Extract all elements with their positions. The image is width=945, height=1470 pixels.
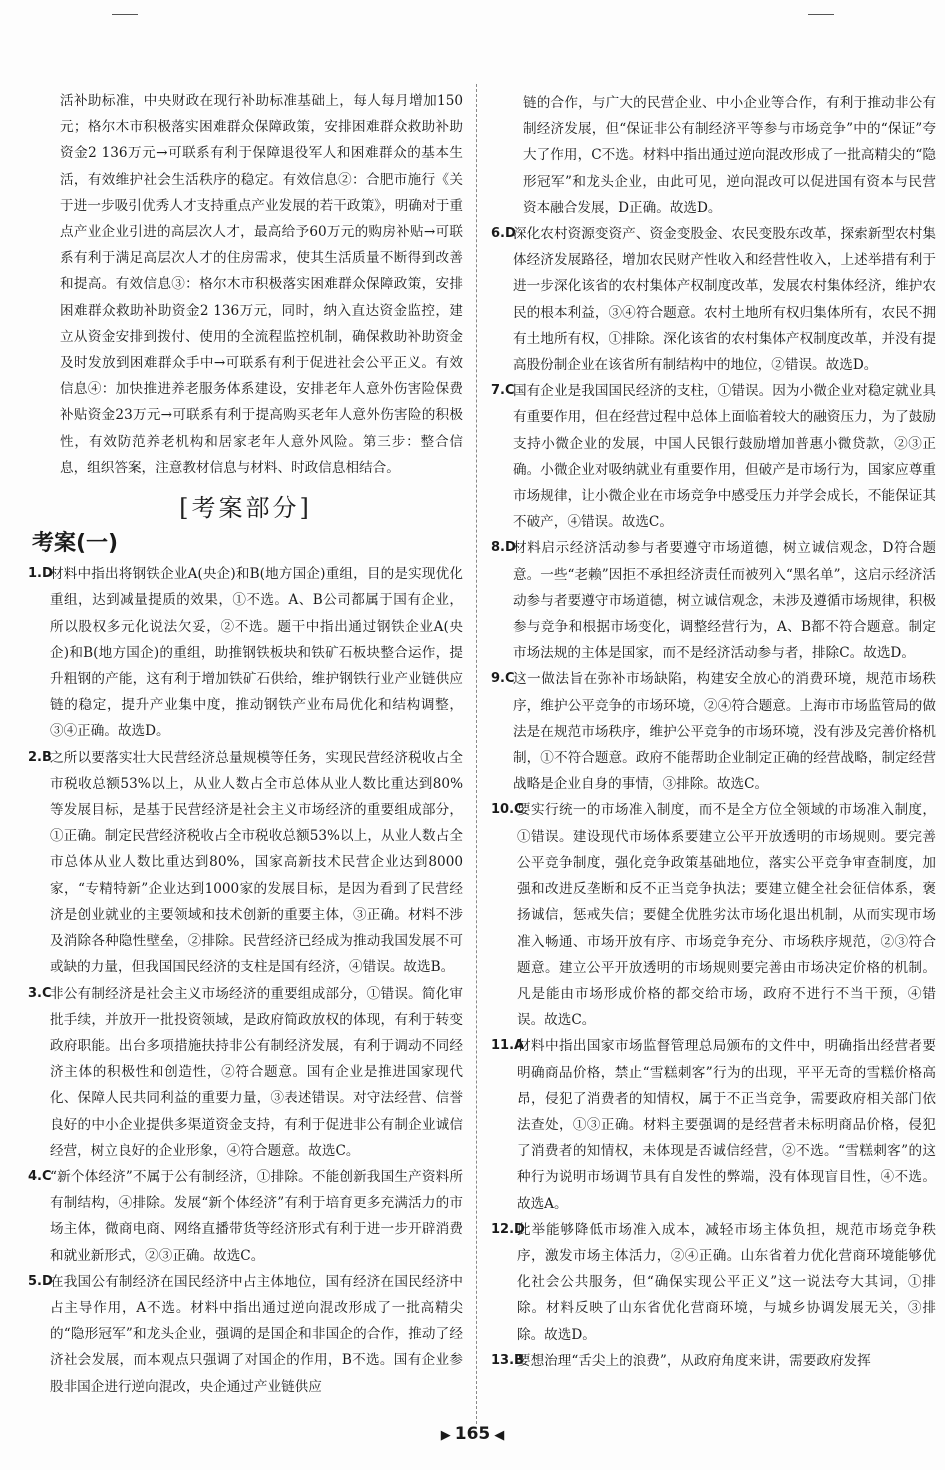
answer-text: 此举能够降低市场准入成本，减轻市场主体负担，规范市场竞争秩序，激发市场主体活力，②④正确。山东省着力优化营商环境能够优化社会公共服务，但“确保实现公平正义”这一说法夸大其词，①排除。材料反映了山东省优化营商环境，与城乡协调发展无关，③排除。故选D。	[517, 1221, 936, 1343]
answer-text: 材料中指出国家市场监督管理总局颁布的文件中，明确指出经营者要明确商品价格，禁止“雪糕刺客”行为的出现，平平无奇的雪糕价格高昂，侵犯了消费者的知情权，属于不正当竞争，需要政府相关部门依法查处，①③正确。材料主要强调的是经营者未标明商品价格，侵犯了消费者的知情权，未体现是否诚信经营，②不选。“雪糕刺客”的这种行为说明市场调节具有自发性的弊端，没有体现盲目性，④不选。故选A。	[517, 1038, 936, 1212]
answer-item-8	[491, 535, 936, 666]
answer-text: 材料启示经济活动参与者要遵守市场道德，树立诚信观念，D符合题意。一些“老赖”因拒不承担经济责任而被列入“黑名单”，这启示经济活动参与者要遵守市场道德，树立诚信观念，未涉及遵循市场规律，积极参与竞争和根据市场变化，调整经营行为，A、B都不符合题意。制定市场法规的主体是国家，而不是经济活动参与者，排除C。故选D。	[513, 540, 936, 662]
case-title: 考案(一)	[32, 531, 119, 557]
answer-item-3	[28, 981, 463, 1164]
answer-number: 3.C	[28, 985, 52, 1001]
left-column	[28, 88, 463, 1400]
answer-number: 2.B	[28, 749, 52, 765]
answer-item-7	[491, 378, 936, 535]
answer-item-2	[28, 745, 463, 981]
answer-number: 1.D	[28, 566, 53, 582]
answer-item-11	[491, 1033, 936, 1216]
answer-item-4	[28, 1164, 463, 1269]
answer-item-6	[491, 221, 936, 378]
answer-number: 4.C	[28, 1168, 52, 1184]
section-heading: [考案部分]	[179, 494, 312, 523]
answer-item-5	[28, 1269, 463, 1400]
top-mark-right	[808, 14, 834, 15]
answer-item-10	[491, 797, 936, 1033]
answer-item-13	[491, 1348, 936, 1374]
answer-text: 要实行统一的市场准入制度，而不是全方位全领域的市场准入制度，①错误。建设现代市场体系要建立公平开放透明的市场规则。要完善公平竞争制度，强化竞争政策基础地位，落实公平竞争审查制度，加强和改进反垄断和反不正当竞争执法；要建立健全社会征信体系，褒扬诚信，惩戒失信；要健全优胜劣汰市场化退出机制，从而实现市场准入畅通、市场开放有序、市场竞争充分、市场秩序规范，②③符合题意。建立公平开放透明的市场规则要完善由市场决定价格的机制。凡是能由市场形成价格的都交给市场，政府不进行不当干预，④错误。故选C。	[517, 802, 936, 1029]
answer-text: 材料中指出将钢铁企业A(央企)和B(地方国企)重组，目的是实现优化重组，达到减量提质的效果，①不选。A、B公司都属于国有企业，所以股权多元化说法欠妥，②不选。题干中指出通过钢铁企业A(央企)和B(地方国企)的重组，助推钢铁板块和铁矿石板块整合运作，提升粗钢的产能，这有利于增加铁矿石供给，维护钢铁行业产业链供应链的稳定，提升产业集中度，推动钢铁产业布局优化和结构调整，③④正确。故选D。	[50, 566, 463, 740]
page-number: 165	[454, 1424, 491, 1444]
answer-item-1	[28, 561, 463, 744]
left-triangle-icon: ◀	[494, 1428, 505, 1443]
answer-item-9	[491, 666, 936, 797]
answer-number: 8.D	[491, 540, 516, 556]
right-triangle-icon: ▶	[440, 1428, 451, 1443]
right-column	[491, 90, 936, 1374]
answer-text: 这一做法旨在弥补市场缺陷，构建安全放心的消费环境，规范市场秩序，维护公平竞争的市场环境，②④符合题意。上海市市场监管局的做法是在规范市场秩序，维护公平竞争的市场环境，没有涉及完善价格机制，①不符合题意。政府不能帮助企业制定正确的经营战略，制定经营战略是企业自身的事情，③排除。故选C。	[513, 671, 936, 793]
right-intro-paragraph: 链的合作，与广大的民营企业、中小企业等合作，有利于推动非公有制经济发展，但“保证非公有制经济平等参与市场竞争”中的“保证”夸大了作用，C不选。材料中指出通过逆向混改形成了一批高精尖的“隐形冠军”和龙头企业，由此可见，逆向混改可以促进国有资本与民营资本融合发展，D正确。故选D。	[523, 95, 936, 216]
column-divider	[476, 84, 477, 1424]
answer-number: 13.B	[491, 1352, 524, 1368]
answer-number: 9.C	[491, 671, 515, 687]
answer-text: 在我国公有制经济在国民经济中占主体地位，国有经济在国民经济中占主导作用，A不选。材料中指出通过逆向混改形成了一批高精尖的“隐形冠军”和龙头企业，强调的是国企和非国企的合作，推动了经济社会发展，而本观点只强调了对国企的作用，B不选。国有企业参股非国企进行逆向混改，央企通过产业链供应	[50, 1273, 463, 1395]
answer-text: 之所以要落实壮大民营经济总量规模等任务，实现民营经济税收占全市税收总额53%以上，从业人数占全市总体从业人数比重达到80%等发展目标，是基于民营经济是社会主义市场经济的重要组成部分，①正确。制定民营经济税收占全市税收总额53%以上，从业人数占全市总体从业人数比重达到80%，国家高新技术民营企业达到8000家，“专精特新”企业达到1000家的发展目标，是因为看到了民营经济是创业就业的主要领域和技术创新的重要主体，③正确。材料不涉及消除各种隐性壁垒，②排除。民营经济已经成为推动我国发展不可或缺的力量，但我国国民经济的支柱是国有经济，④错误。故选B。	[50, 749, 463, 976]
answer-number: 5.D	[28, 1273, 53, 1289]
top-mark-left	[112, 14, 138, 15]
answer-text: 深化农村资源变资产、资金变股金、农民变股东改革，探索新型农村集体经济发展路径，增加农民财产性收入和经营性收入，上述举措有利于进一步深化该省的农村集体产权制度改革，发展农村集体经济，维护农民的根本利益，③④符合题意。农村土地所有权归集体所有，农民不拥有土地所有权，①排除。深化该省的农村集体产权制度改革，并没有提高股份制企业在该省所有制结构中的地位，②错误。故选D。	[513, 226, 936, 374]
answer-text: “新个体经济”不属于公有制经济，①排除。不能创新我国生产资料所有制结构，④排除。发展“新个体经济”有利于培育更多充满活力的市场主体，微商电商、网络直播带货等经济形式有利于进一步开辟消费和就业新形式，②③正确。故选C。	[50, 1168, 463, 1264]
answer-number: 6.D	[491, 226, 516, 242]
answer-number: 10.C	[491, 802, 524, 818]
section-title: 考案部分	[191, 494, 300, 523]
answer-text: 要想治理“舌尖上的浪费”，从政府角度来讲，需要政府发挥	[517, 1352, 871, 1369]
answer-text: 国有企业是我国国民经济的支柱，①错误。因为小微企业对稳定就业具有重要作用，但在经营过程中总体上面临着较大的融资压力，为了鼓励支持小微企业的发展，中国人民银行鼓励增加普惠小微贷款，②③正确。小微企业对吸纳就业有重要作用，但破产是市场行为，国家应尊重市场规律，让小微企业在市场竞争中感受压力并学会成长，不能保证其不破产，④错误。故选C。	[513, 383, 936, 531]
page-footer	[0, 1424, 945, 1444]
answer-number: 11.A	[491, 1038, 525, 1054]
answer-number: 7.C	[491, 383, 515, 399]
answer-item-12	[491, 1217, 936, 1348]
answer-number: 12.D	[491, 1221, 525, 1237]
left-intro-paragraph: 活补助标准，中央财政在现行补助标准基础上，每人每月增加150元；格尔木市积极落实困难群众保障政策，安排困难群众救助补助资金2 136万元→可联系有利于保障退役军人和困难群众的基本生活，有效维护社会生活秩序的稳定。有效信息②：合肥市施行《关于进一步吸引优秀人才支持重点产业发展的若干政策》，明确对于重点产业企业引进的高层次人才，最高给予60万元的购房补贴→可联系有利于满足高层次人才的住房需求，使其生活质量不断得到改善和提高。有效信息③：格尔木市积极落实困难群众保障政策，安排困难群众救助补助资金2 136万元，同时，纳入直达资金监控，建立从资金安排到拨付、使用的全流程监控机制，确保救助补助资金及时发放到困难群众手中→可联系有利于促进社会公平正义。有效信息④：加快推进养老服务体系建设，安排老年人意外伤害险保费补贴资金23万元→可联系有利于提高购买老年人意外伤害险的积极性，有效防范养老机构和居家老年人意外风险。第三步：整合信息，组织答案，注意教材信息与材料、时政信息相结合。	[60, 93, 463, 476]
answer-text: 非公有制经济是社会主义市场经济的重要组成部分，①错误。简化审批手续，并放开一批投资领域，是政府简政放权的体现，有利于转变政府职能。出台多项措施扶持非公有制经济发展，有利于调动不同经济主体的积极性和创造性，②符合题意。国有企业是推进国家现代化、保障人民共同利益的重要力量，③表述错误。对守法经营、信誉良好的中小企业提供多渠道资金支持，有利于促进非公有制企业诚信经营，树立良好的企业形象，④符合题意。故选C。	[50, 985, 463, 1159]
